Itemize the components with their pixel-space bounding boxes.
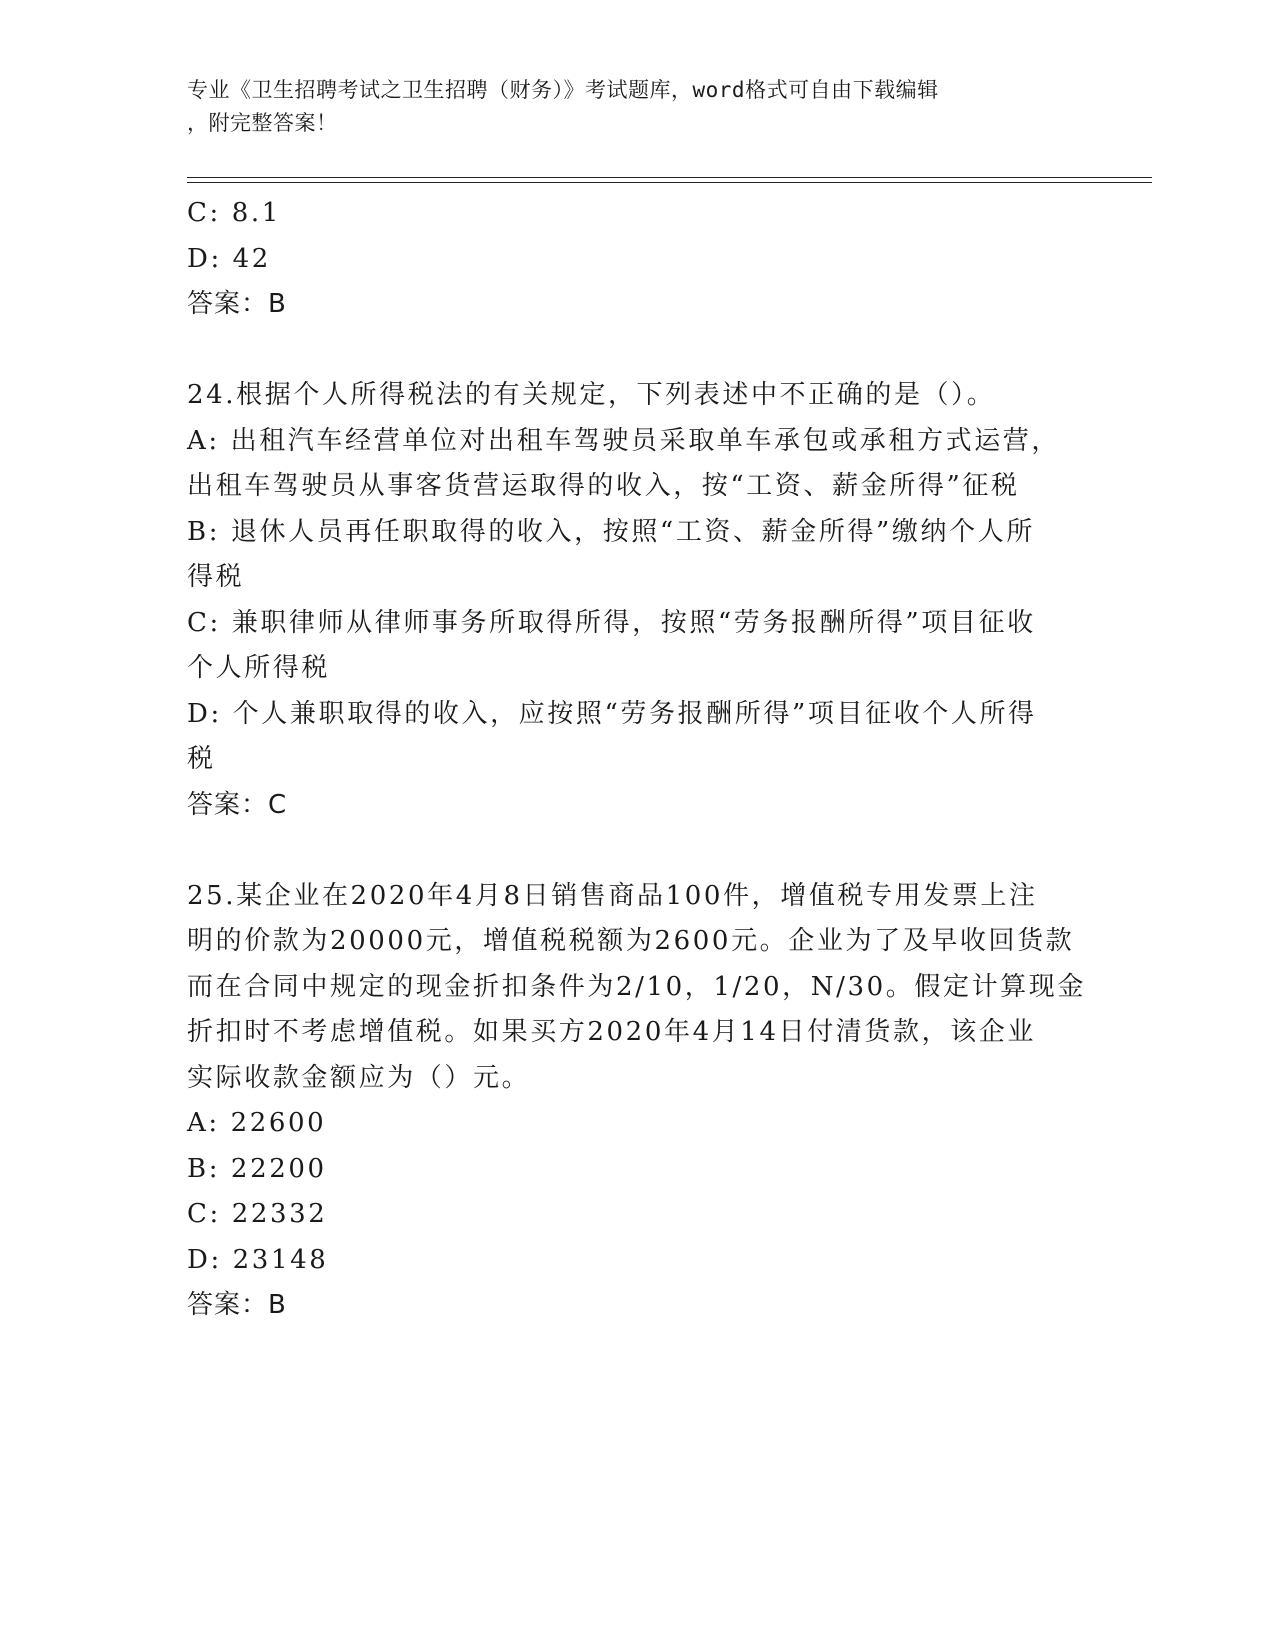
q25-stem-line-1: 25.某企业在2020年4月8日销售商品100件，增值税专用发票上注 <box>187 880 1038 911</box>
q24-option-a-line-1: A: 出租汽车经营单位对出租车驾驶员采取单车承包或承租方式运营， <box>187 425 1061 456</box>
q23-answer: 答案：B <box>187 289 287 319</box>
q23-option-d: D: 42 <box>187 243 271 274</box>
q24-option-c-line-2: 个人所得税 <box>187 653 331 683</box>
q24-option-b-line-1: B: 退休人员再任职取得的收入，按照“工资、薪金所得”缴纳个人所 <box>187 516 1035 547</box>
question-23-tail <box>187 191 1087 328</box>
q24-option-d-line-2: 税 <box>187 744 216 774</box>
q25-stem-line-2: 明的价款为20000元，增值税税额为2600元。企业为了及早收回货款 <box>187 926 1075 956</box>
q25-answer: 答案：B <box>187 1290 287 1320</box>
q24-stem: 24.根据个人所得税法的有关规定，下列表述中不正确的是（）。 <box>187 380 996 410</box>
q25-option-c: C: 22332 <box>187 1199 328 1229</box>
document-body <box>187 191 1087 1329</box>
q24-option-c-line-1: C: 兼职律师从律师事务所取得所得，按照“劳务报酬所得”项目征收 <box>187 607 1036 638</box>
q25-option-b: B: 22200 <box>187 1153 327 1184</box>
question-25 <box>187 874 1087 1329</box>
q24-option-d-line-1: D: 个人兼职取得的收入，应按照“劳务报酬所得”项目征收个人所得 <box>187 698 1037 729</box>
q25-stem-line-4: 折扣时不考虑增值税。如果买方2020年4月14日付清货款，该企业 <box>187 1017 1036 1047</box>
q24-option-a-line-2: 出租车驾驶员从事客货营运取得的收入，按“工资、薪金所得”征税 <box>187 471 1020 501</box>
q23-option-c: C: 8.1 <box>187 198 281 228</box>
q24-option-b-line-2: 得税 <box>187 562 245 592</box>
header-line-2: ，附完整答案！ <box>187 111 338 135</box>
q25-stem-line-5: 实际收款金额应为（）元。 <box>187 1062 531 1093</box>
q25-option-a: A: 22600 <box>187 1108 327 1138</box>
document-header <box>187 74 1087 140</box>
header-divider-bottom <box>187 182 1152 183</box>
q25-stem-line-3: 而在合同中规定的现金折扣条件为2/10，1/20，N/30。假定计算现金 <box>187 971 1086 1002</box>
question-24 <box>187 373 1087 828</box>
header-line-1: 专业《卫生招聘考试之卫生招聘（财务）》考试题库，word格式可自由下载编辑 <box>187 78 939 102</box>
q25-option-d: D: 23148 <box>187 1244 329 1275</box>
q24-answer: 答案：C <box>187 789 288 820</box>
header-divider-top <box>187 177 1152 178</box>
